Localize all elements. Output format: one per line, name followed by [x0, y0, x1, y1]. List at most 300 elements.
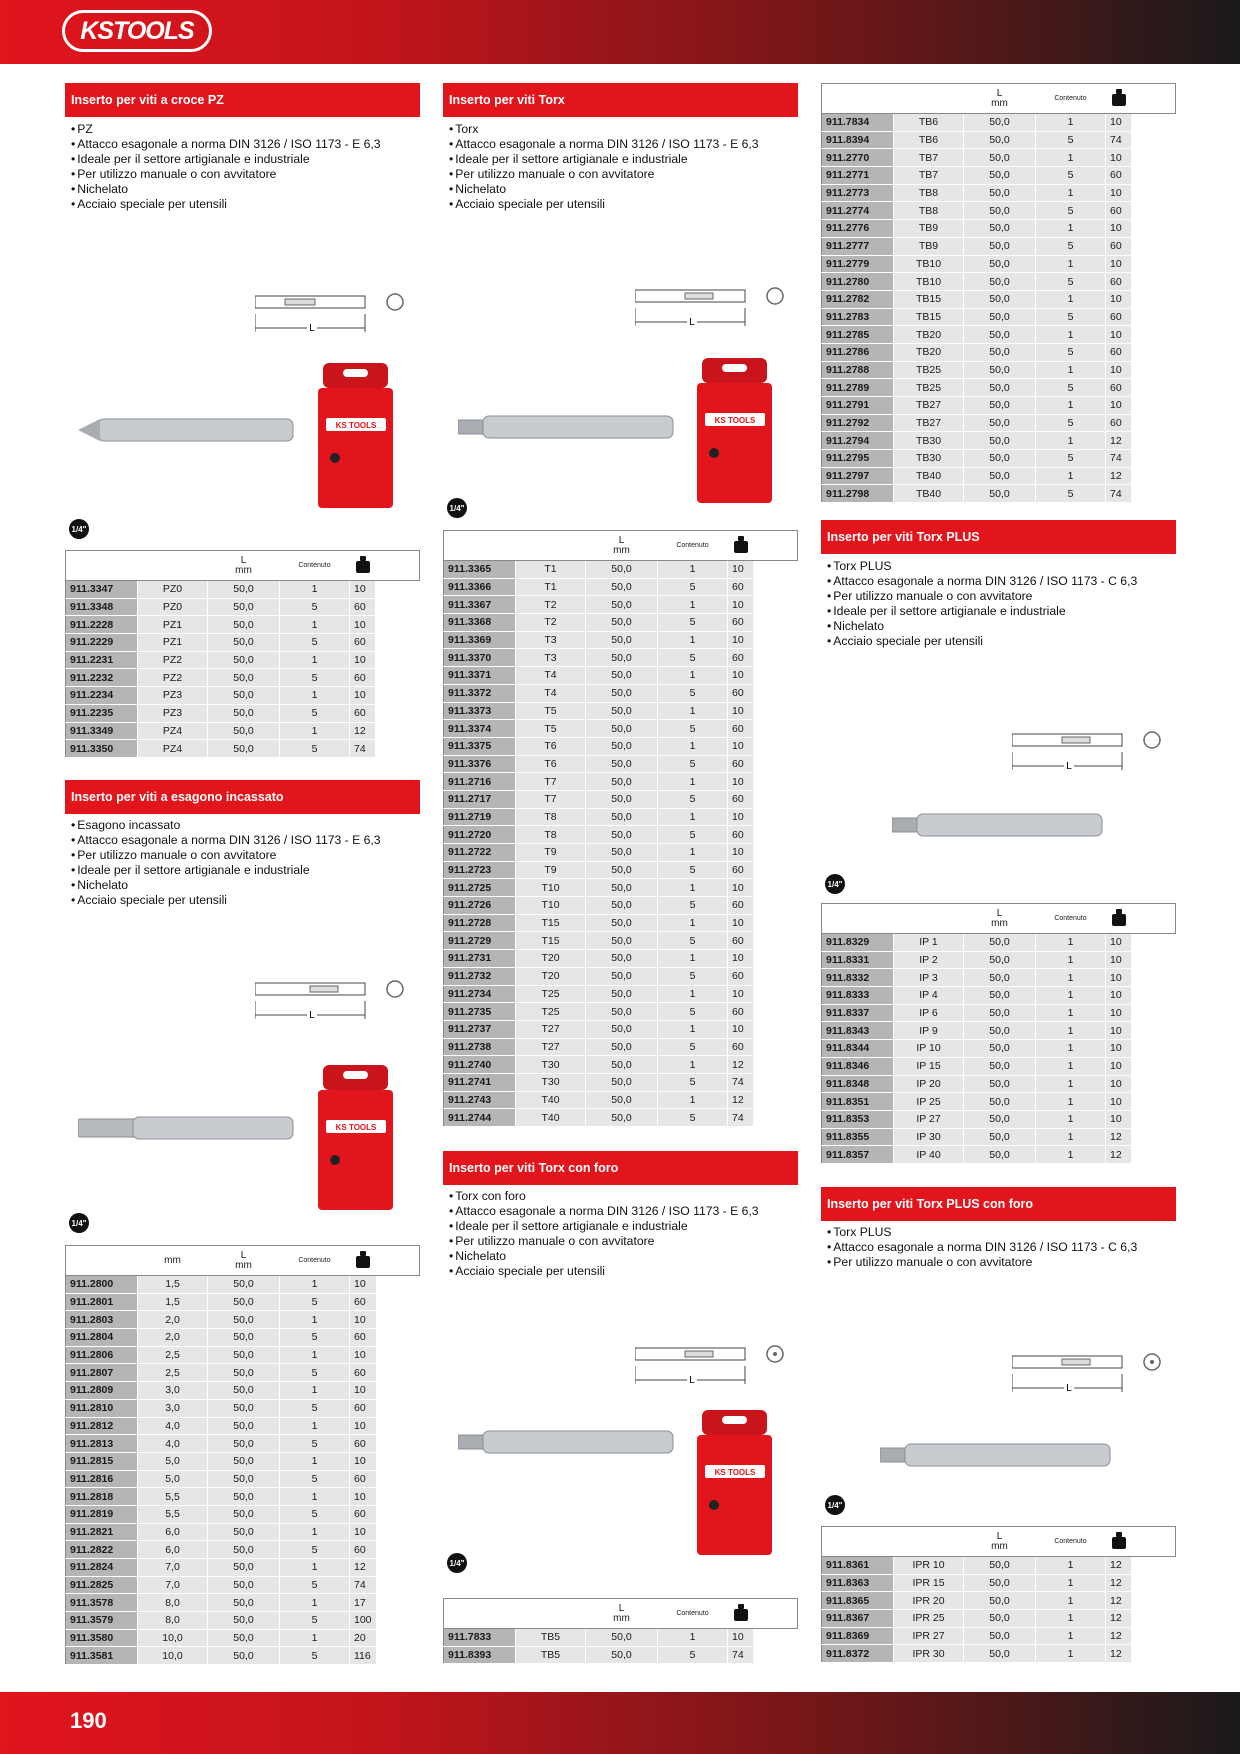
- table-row: [66, 1559, 420, 1577]
- content-cell: 1: [658, 631, 728, 649]
- content-cell: 5: [280, 1435, 350, 1453]
- length-cell: 50,0: [586, 808, 658, 826]
- empty-cell: [1132, 467, 1176, 485]
- article-code-cell: 911.3371: [444, 667, 516, 685]
- dimension-label: L: [689, 317, 695, 328]
- length-cell: 50,0: [586, 596, 658, 614]
- length-cell: 50,0: [964, 1110, 1036, 1128]
- size-cell: TB27: [894, 414, 964, 432]
- article-code-cell: 911.3581: [66, 1647, 138, 1665]
- content-cell: 5: [1036, 343, 1106, 361]
- svg-text:KS TOOLS: KS TOOLS: [714, 416, 756, 425]
- content-cell: 1: [658, 702, 728, 720]
- length-cell: 50,0: [586, 1629, 658, 1647]
- length-cell: 50,0: [586, 790, 658, 808]
- empty-cell: [754, 561, 798, 579]
- content-cell: 5: [1036, 308, 1106, 326]
- weight-cell: 12: [1106, 1627, 1132, 1645]
- content-cell: 1: [1036, 1557, 1106, 1575]
- weight-cell: 17: [350, 1594, 377, 1612]
- weight-cell: 10: [728, 702, 754, 720]
- empty-cell: [1132, 450, 1176, 468]
- empty-cell: [754, 578, 798, 596]
- content-cell: 1: [1036, 397, 1106, 415]
- table-row: [444, 1109, 798, 1127]
- bullet-item: • Ideale per il settore artigianale e industriale: [71, 863, 416, 878]
- table-row: [66, 1276, 420, 1294]
- article-code-cell: 911.3370: [444, 649, 516, 667]
- content-cell: 1: [1036, 951, 1106, 969]
- article-code-cell: 911.8348: [822, 1075, 894, 1093]
- size-cell: PZ1: [138, 634, 208, 652]
- weight-cell: 60: [350, 1399, 377, 1417]
- weight-cell: 10: [728, 1020, 754, 1038]
- length-cell: 50,0: [586, 1646, 658, 1664]
- bullet-item: • Acciaio speciale per utensili: [449, 1264, 794, 1279]
- empty-cell: [1132, 934, 1176, 952]
- size-cell: IPR 27: [894, 1627, 964, 1645]
- weight-cell: 60: [350, 1435, 377, 1453]
- weight-cell: 12: [1106, 467, 1132, 485]
- article-code-cell: 911.3365: [444, 561, 516, 579]
- bit-photo-torx: [458, 412, 678, 442]
- content-cell: 1: [1036, 220, 1106, 238]
- length-cell: 50,0: [964, 1610, 1036, 1628]
- bullet-item: • Nichelato: [449, 182, 794, 197]
- empty-cell: [1132, 1645, 1176, 1663]
- length-cell: 50,0: [964, 255, 1036, 273]
- content-cell: 1: [1036, 149, 1106, 167]
- table-row: [822, 1110, 1176, 1128]
- bullet-list-torx-plus: [827, 559, 1172, 649]
- size-cell: IP 27: [894, 1110, 964, 1128]
- empty-cell: [754, 879, 798, 897]
- empty-cell: [1132, 167, 1176, 185]
- size-cell: 2,5: [138, 1346, 208, 1364]
- empty-cell: [754, 826, 798, 844]
- size-cell: T20: [516, 967, 586, 985]
- weight-cell: 10: [1106, 951, 1132, 969]
- empty-cell: [376, 669, 420, 687]
- section-title-torx: Inserto per viti Torx: [443, 83, 798, 117]
- section-title-pz: Inserto per viti a croce PZ: [65, 83, 420, 117]
- empty-cell: [754, 967, 798, 985]
- article-code-cell: 911.2786: [822, 343, 894, 361]
- table-torx-plus-foro: L mm Contenuto 911.8361 IPR 10 50,0 1 12 911.8363 IPR 15 50,0 1 12 911.8365 IPR 20 50,0 1 12 911.8367 IPR 25 50,0 1 12 911.8369 IPR 27 50,0 1 12 911.8372 IPR 30 50,0 1 12: [821, 1526, 1176, 1663]
- bullet-list-pz: [71, 122, 416, 212]
- size-cell: 4,0: [138, 1435, 208, 1453]
- size-cell: PZ2: [138, 669, 208, 687]
- size-cell: 7,0: [138, 1576, 208, 1594]
- table-row: [822, 951, 1176, 969]
- article-code-cell: 911.2801: [66, 1293, 138, 1311]
- content-cell: 1: [1036, 1057, 1106, 1075]
- length-cell: 50,0: [586, 844, 658, 862]
- content-cell: 5: [1036, 379, 1106, 397]
- article-code-cell: 911.2741: [444, 1073, 516, 1091]
- content-cell: 5: [280, 1647, 350, 1665]
- content-cell: 5: [280, 1329, 350, 1347]
- empty-cell: [754, 1003, 798, 1021]
- empty-cell: [754, 684, 798, 702]
- quarter-inch-badge: 1/4": [825, 1495, 845, 1515]
- empty-cell: [1132, 397, 1176, 415]
- content-cell: 1: [1036, 1110, 1106, 1128]
- content-cell: 5: [658, 755, 728, 773]
- length-cell: 50,0: [964, 951, 1036, 969]
- table-row: [822, 237, 1176, 255]
- table-row: [444, 561, 798, 579]
- table-row: [444, 826, 798, 844]
- bullet-item: • Torx PLUS: [827, 1225, 1172, 1240]
- size-cell: T40: [516, 1109, 586, 1127]
- empty-cell: [1132, 1592, 1176, 1610]
- empty-cell: [754, 861, 798, 879]
- empty-cell: [754, 914, 798, 932]
- content-cell: 1: [1036, 1574, 1106, 1592]
- empty-cell: [1132, 1557, 1176, 1575]
- bullet-item: • Acciaio speciale per utensili: [827, 634, 1172, 649]
- table-torx-plus: L mm Contenuto 911.8329 IP 1 50,0 1 10 911.8331 IP 2 50,0 1 10 911.8332 IP 3 50,0 1 10 911.8333 IP 4 50,0 1 10 911.8337 IP 6 50,0 1 10 911.8343 IP 9 50,0 1 10 911.8344 IP 10 50,0 1 10 911.8346 IP 15 50,0 1 10 911.8348 IP 20 50,0 1 10 911.8351 IP 25 50,0 1 10 911.8353 IP 27 50,0 1 10 911.8355 IP 30 50,0 1 12 911.8357 IP 40 50,0 1 12: [821, 903, 1176, 1164]
- section-title-torx-foro: Inserto per viti Torx con foro: [443, 1151, 798, 1185]
- size-cell: T15: [516, 914, 586, 932]
- empty-cell: [754, 755, 798, 773]
- bit-line-drawing-torx-plus-foro: [1012, 1350, 1167, 1400]
- bullet-item: • Acciaio speciale per utensili: [71, 893, 416, 908]
- empty-cell: [376, 1417, 419, 1435]
- content-cell: 1: [658, 914, 728, 932]
- weight-cell: 10: [728, 879, 754, 897]
- table-row: [66, 740, 420, 758]
- article-code-cell: 911.2791: [822, 397, 894, 415]
- length-cell: 50,0: [208, 1576, 280, 1594]
- weight-cell: 10: [1106, 1110, 1132, 1128]
- size-cell: 1,5: [138, 1293, 208, 1311]
- size-cell: T5: [516, 702, 586, 720]
- content-cell: 5: [280, 669, 350, 687]
- table-row: [444, 596, 798, 614]
- length-cell: 50,0: [208, 1523, 280, 1541]
- size-cell: IP 6: [894, 1004, 964, 1022]
- empty-cell: [1132, 149, 1176, 167]
- weight-cell: 10: [350, 1382, 377, 1400]
- weight-cell: 10: [350, 581, 376, 599]
- empty-cell: [1132, 202, 1176, 220]
- empty-cell: [1132, 290, 1176, 308]
- size-cell: PZ4: [138, 722, 208, 740]
- article-code-cell: 911.2777: [822, 237, 894, 255]
- article-code-cell: 911.2810: [66, 1399, 138, 1417]
- size-cell: IP 25: [894, 1093, 964, 1111]
- length-cell: 50,0: [586, 1109, 658, 1127]
- size-cell: TB40: [894, 485, 964, 503]
- length-cell: 50,0: [208, 1541, 280, 1559]
- content-cell: 5: [658, 649, 728, 667]
- length-cell: 50,0: [964, 485, 1036, 503]
- bit-photo-torx-foro: [458, 1427, 678, 1457]
- bullet-list-torx-plus-foro: [827, 1225, 1172, 1270]
- weight-cell: 60: [728, 1003, 754, 1021]
- table-row: [822, 114, 1176, 132]
- weight-cell: 60: [1106, 308, 1132, 326]
- empty-cell: [376, 1647, 419, 1665]
- length-cell: 50,0: [964, 987, 1036, 1005]
- empty-cell: [754, 1038, 798, 1056]
- size-cell: T8: [516, 808, 586, 826]
- size-cell: PZ4: [138, 740, 208, 758]
- table-row: [444, 1056, 798, 1074]
- length-cell: 50,0: [964, 934, 1036, 952]
- weight-cell: 60: [728, 720, 754, 738]
- weight-icon: [356, 1251, 370, 1268]
- content-cell: 5: [1036, 202, 1106, 220]
- weight-cell: 10: [350, 1523, 377, 1541]
- weight-cell: 10: [350, 616, 376, 634]
- bit-line-drawing-torx-foro: [635, 1342, 790, 1392]
- article-code-cell: 911.2789: [822, 379, 894, 397]
- weight-cell: 12: [728, 1056, 754, 1074]
- size-cell: TB9: [894, 237, 964, 255]
- article-code-cell: 911.8393: [444, 1646, 516, 1664]
- article-code-cell: 911.2731: [444, 950, 516, 968]
- article-code-cell: 911.2234: [66, 687, 138, 705]
- table-row: [444, 790, 798, 808]
- table-row: [822, 326, 1176, 344]
- length-cell: 50,0: [586, 720, 658, 738]
- empty-cell: [376, 704, 420, 722]
- size-cell: T15: [516, 932, 586, 950]
- article-code-cell: 911.2812: [66, 1417, 138, 1435]
- weight-cell: 10: [1106, 361, 1132, 379]
- article-code-cell: 911.2804: [66, 1329, 138, 1347]
- length-cell: 50,0: [964, 1557, 1036, 1575]
- article-code-cell: 911.2783: [822, 308, 894, 326]
- size-cell: 6,0: [138, 1541, 208, 1559]
- article-code-cell: 911.8369: [822, 1627, 894, 1645]
- weight-cell: 10: [1106, 1075, 1132, 1093]
- bit-photo-hex: [78, 1113, 298, 1143]
- content-cell: 5: [1036, 273, 1106, 291]
- table-row: [444, 1073, 798, 1091]
- content-cell: 1: [280, 1311, 350, 1329]
- size-cell: T27: [516, 1020, 586, 1038]
- weight-cell: 10: [728, 561, 754, 579]
- content-cell: 1: [1036, 1128, 1106, 1146]
- size-cell: PZ3: [138, 687, 208, 705]
- length-cell: 50,0: [208, 1399, 280, 1417]
- empty-cell: [376, 1541, 419, 1559]
- content-cell: 1: [1036, 987, 1106, 1005]
- table-row: [444, 649, 798, 667]
- article-code-cell: 911.8337: [822, 1004, 894, 1022]
- content-cell: 5: [1036, 131, 1106, 149]
- table-row: [444, 1646, 798, 1664]
- content-cell: 1: [658, 596, 728, 614]
- length-cell: 50,0: [964, 379, 1036, 397]
- bullet-item: • Torx PLUS: [827, 559, 1172, 574]
- length-cell: 50,0: [964, 1627, 1036, 1645]
- empty-cell: [754, 667, 798, 685]
- length-cell: 50,0: [586, 614, 658, 632]
- table-row: [66, 1505, 420, 1523]
- size-cell: TB15: [894, 308, 964, 326]
- weight-cell: 10: [350, 1452, 377, 1470]
- empty-cell: [1132, 1110, 1176, 1128]
- size-cell: T4: [516, 684, 586, 702]
- empty-cell: [754, 702, 798, 720]
- bullet-item: • Per utilizzo manuale o con avvitatore: [71, 167, 416, 182]
- size-cell: TB8: [894, 202, 964, 220]
- size-cell: T5: [516, 720, 586, 738]
- empty-cell: [376, 651, 420, 669]
- article-code-cell: 911.2815: [66, 1452, 138, 1470]
- weight-cell: 10: [350, 1488, 377, 1506]
- length-cell: 50,0: [208, 740, 280, 758]
- content-cell: 1: [1036, 1022, 1106, 1040]
- content-cell: 1: [658, 879, 728, 897]
- content-cell: 5: [658, 1073, 728, 1091]
- article-code-cell: 911.2806: [66, 1346, 138, 1364]
- empty-cell: [1132, 1627, 1176, 1645]
- content-cell: 5: [658, 720, 728, 738]
- table-row: [822, 1645, 1176, 1663]
- content-cell: 1: [280, 1629, 350, 1647]
- length-cell: 50,0: [586, 1038, 658, 1056]
- empty-cell: [754, 1091, 798, 1109]
- length-cell: 50,0: [208, 1647, 280, 1665]
- size-cell: 1,5: [138, 1276, 208, 1294]
- table-row: [444, 773, 798, 791]
- size-cell: T27: [516, 1038, 586, 1056]
- weight-cell: 10: [1106, 1040, 1132, 1058]
- table-row: [66, 581, 420, 599]
- content-cell: 5: [280, 1576, 350, 1594]
- weight-cell: 10: [1106, 1093, 1132, 1111]
- length-cell: 50,0: [208, 1629, 280, 1647]
- table-pz: L mm Contenuto 911.3347 PZ0 50,0 1 10 911.3348 PZ0 50,0 5 60 911.2228 PZ1 50,0 1 10 911.2229 PZ1 50,0 5 60 911.2231 PZ2 50,0 1 10 911.2232 PZ2 50,0 5 60 911.2234 PZ3 50,0 1 10 911.2235 PZ3 50,0 5 60 911.3349 PZ4 50,0 1 12 911.3350 PZ4 50,0 5 74: [65, 550, 420, 758]
- table-row: [822, 308, 1176, 326]
- size-cell: T7: [516, 790, 586, 808]
- size-cell: T7: [516, 773, 586, 791]
- table-row: [66, 1647, 420, 1665]
- size-cell: 5,0: [138, 1452, 208, 1470]
- length-cell: 50,0: [964, 1574, 1036, 1592]
- length-cell: 50,0: [208, 1311, 280, 1329]
- bullet-item: • Per utilizzo manuale o con avvitatore: [449, 1234, 794, 1249]
- weight-cell: 60: [728, 826, 754, 844]
- content-cell: 1: [1036, 467, 1106, 485]
- weight-cell: 12: [1106, 1557, 1132, 1575]
- table-row: [66, 704, 420, 722]
- article-code-cell: 911.2719: [444, 808, 516, 826]
- content-cell: 1: [1036, 1093, 1106, 1111]
- article-code-cell: 911.2807: [66, 1364, 138, 1382]
- empty-cell: [1132, 379, 1176, 397]
- empty-cell: [1132, 237, 1176, 255]
- size-cell: T2: [516, 596, 586, 614]
- table-row: [444, 737, 798, 755]
- article-code-cell: 911.2824: [66, 1559, 138, 1577]
- article-code-cell: 911.2716: [444, 773, 516, 791]
- bullet-item: • Esagono incassato: [71, 818, 416, 833]
- empty-cell: [1132, 1022, 1176, 1040]
- length-cell: 50,0: [208, 1329, 280, 1347]
- weight-cell: 60: [728, 967, 754, 985]
- table-row: [444, 720, 798, 738]
- article-code-cell: 911.3376: [444, 755, 516, 773]
- weight-cell: 20: [350, 1629, 377, 1647]
- length-cell: 50,0: [586, 773, 658, 791]
- article-code-cell: 911.2809: [66, 1382, 138, 1400]
- content-cell: 1: [1036, 1004, 1106, 1022]
- content-cell: 5: [658, 578, 728, 596]
- empty-cell: [754, 844, 798, 862]
- weight-cell: 10: [728, 844, 754, 862]
- empty-cell: [1132, 1574, 1176, 1592]
- length-cell: 50,0: [964, 361, 1036, 379]
- table-row: [822, 467, 1176, 485]
- length-cell: 50,0: [208, 634, 280, 652]
- table-row: [66, 1382, 420, 1400]
- table-row: [444, 1003, 798, 1021]
- weight-icon: [734, 536, 748, 553]
- content-cell: 5: [658, 790, 728, 808]
- article-code-cell: 911.2794: [822, 432, 894, 450]
- table-row: [822, 1057, 1176, 1075]
- table-row: [444, 950, 798, 968]
- article-code-cell: 911.2738: [444, 1038, 516, 1056]
- empty-cell: [376, 1364, 419, 1382]
- weight-cell: 60: [728, 861, 754, 879]
- size-cell: T9: [516, 844, 586, 862]
- article-code-cell: 911.8363: [822, 1574, 894, 1592]
- weight-cell: 10: [350, 1311, 377, 1329]
- content-cell: 5: [280, 1399, 350, 1417]
- weight-cell: 10: [350, 1346, 377, 1364]
- table-row: [444, 667, 798, 685]
- table-row: [822, 1004, 1176, 1022]
- article-code-cell: 911.3367: [444, 596, 516, 614]
- empty-cell: [1132, 1128, 1176, 1146]
- content-cell: 1: [658, 808, 728, 826]
- article-code-cell: 911.3368: [444, 614, 516, 632]
- content-cell: 1: [658, 561, 728, 579]
- length-cell: 50,0: [964, 220, 1036, 238]
- content-cell: 1: [280, 722, 350, 740]
- empty-cell: [376, 634, 420, 652]
- size-cell: T3: [516, 631, 586, 649]
- weight-cell: 60: [350, 1541, 377, 1559]
- size-cell: 6,0: [138, 1523, 208, 1541]
- bit-line-drawing-pz: [255, 290, 410, 340]
- empty-cell: [376, 616, 420, 634]
- weight-cell: 12: [1106, 1146, 1132, 1164]
- table-row: [822, 1592, 1176, 1610]
- weight-cell: 10: [1106, 1022, 1132, 1040]
- weight-cell: 10: [1106, 987, 1132, 1005]
- bullet-list-torx-foro: [449, 1189, 794, 1279]
- weight-cell: 60: [1106, 202, 1132, 220]
- article-code-cell: 911.2795: [822, 450, 894, 468]
- weight-cell: 60: [1106, 343, 1132, 361]
- weight-cell: 60: [1106, 167, 1132, 185]
- table-row: [822, 414, 1176, 432]
- empty-cell: [376, 1452, 419, 1470]
- table-row: [444, 755, 798, 773]
- weight-cell: 60: [1106, 237, 1132, 255]
- table-row: [822, 969, 1176, 987]
- weight-cell: 12: [728, 1091, 754, 1109]
